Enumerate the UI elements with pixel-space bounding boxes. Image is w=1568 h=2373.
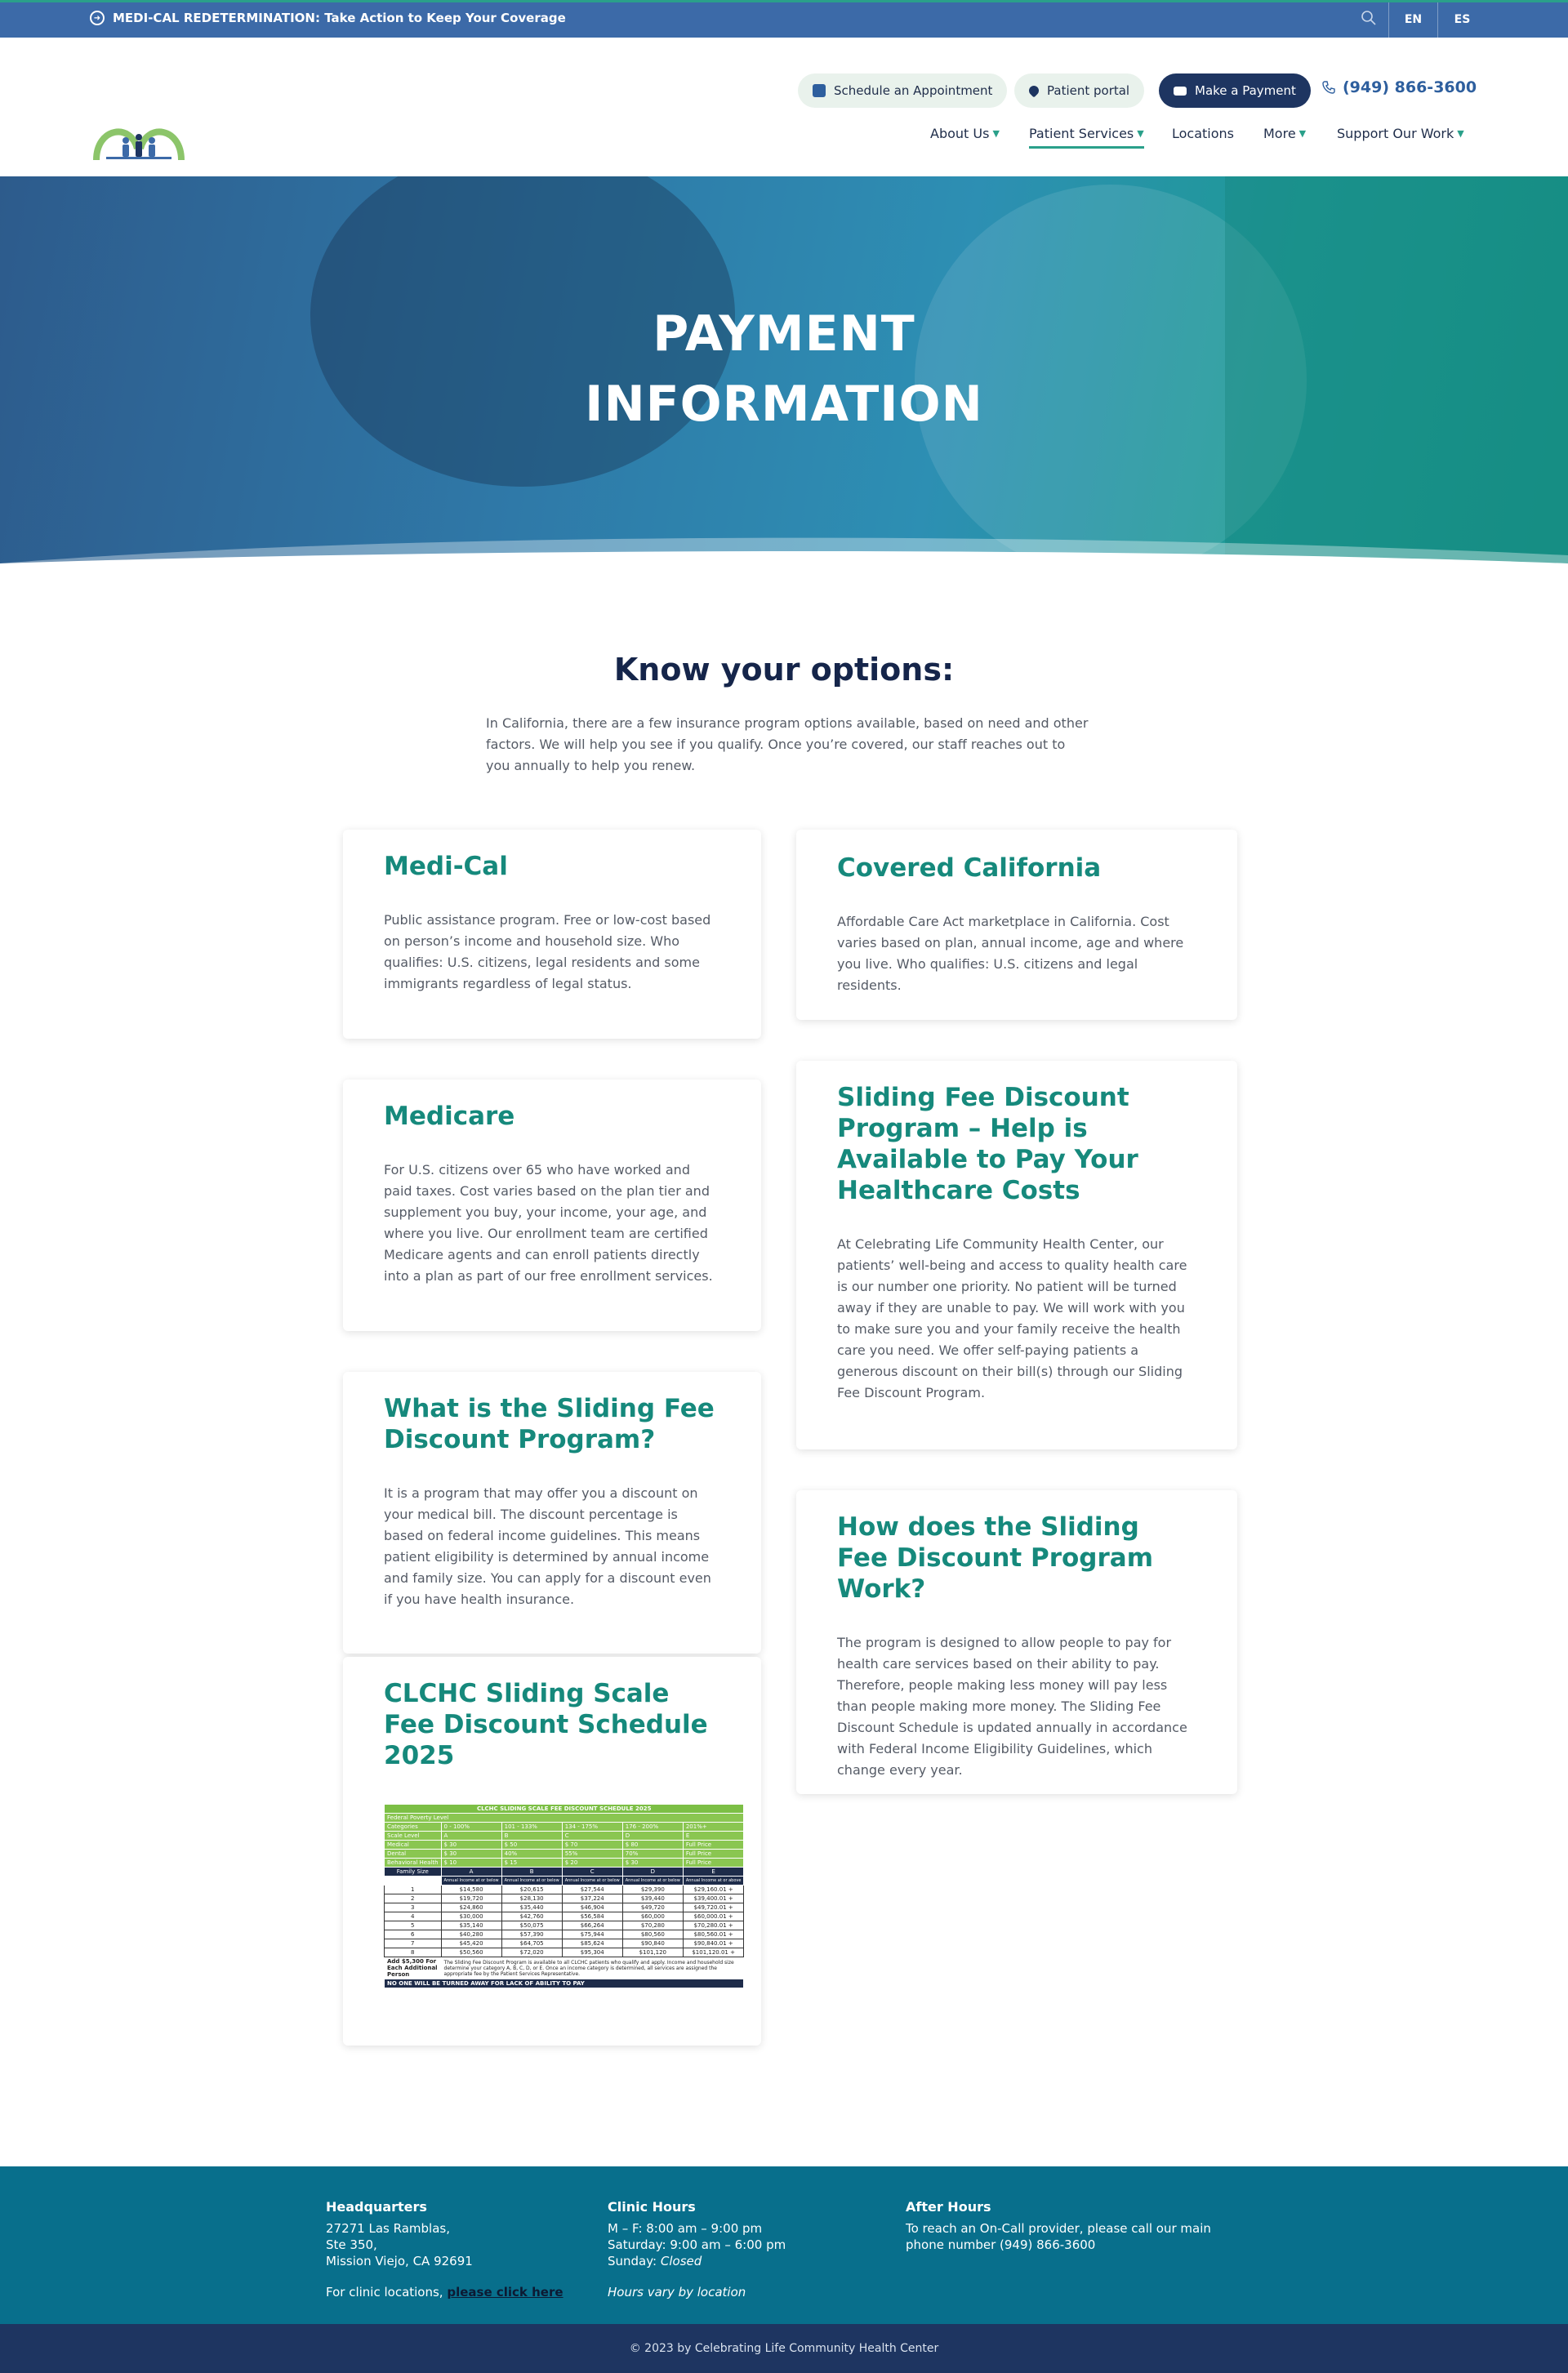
nav-about-label: About Us: [930, 126, 990, 141]
phone-icon: [1321, 80, 1336, 95]
fee-table-cell: $27,544: [562, 1885, 622, 1894]
nav-patient-services[interactable]: [1029, 126, 1144, 149]
fee-table-row: [385, 1948, 744, 1957]
fee-table-cell: $ 80: [622, 1841, 683, 1850]
address-line: Mission Viejo, CA 92691: [326, 2254, 473, 2268]
fee-table-cell: $95,304: [562, 1948, 622, 1957]
fee-table-add-person: Add $5,300 For Each Additional Person: [385, 1957, 442, 1979]
card-medicare: [343, 1080, 761, 1331]
fee-table-header: A: [441, 1868, 501, 1877]
fee-table-cell: $70,280: [622, 1921, 683, 1930]
fee-table-cell: $42,760: [501, 1912, 562, 1921]
fee-table-header: C: [562, 1868, 622, 1877]
patient-portal-button[interactable]: [1014, 73, 1144, 108]
fee-table-cell: $60,000.01 +: [683, 1912, 744, 1921]
make-payment-label: Make a Payment: [1195, 83, 1296, 98]
fee-table-cell: 134 - 175%: [562, 1823, 622, 1832]
fee-table-cell: $50,075: [501, 1921, 562, 1930]
fee-table-cell: $90,840: [622, 1939, 683, 1948]
fee-table-header-blank: [385, 1877, 442, 1885]
fee-table-cell: 1: [385, 1885, 442, 1894]
card-title: How does the Sliding Fee Discount Program Work?: [837, 1512, 1154, 1604]
hours-line: Saturday: 9:00 am – 6:00 pm: [608, 2237, 786, 2252]
card-fee-schedule: [343, 1657, 761, 2046]
card-title: What is the Sliding Fee Discount Program?: [384, 1394, 715, 1454]
fee-table-cell: Full Price: [683, 1859, 744, 1868]
fee-table-cell: $70,280.01 +: [683, 1921, 744, 1930]
fee-table-cell: $28,130: [501, 1894, 562, 1903]
copyright: © 2023 by Celebrating Life Community Health Center: [0, 2324, 1568, 2373]
hours-line: M – F: 8:00 am – 9:00 pm: [608, 2221, 763, 2236]
fee-table-cell: $30,000: [441, 1912, 501, 1921]
chevron-down-icon: ▼: [992, 128, 1000, 139]
card-medi-cal: [343, 830, 761, 1039]
card-sliding-fee-help: [796, 1061, 1237, 1449]
fee-table-footer: NO ONE WILL BE TURNED AWAY FOR LACK OF ABILITY TO PAY: [385, 1979, 744, 1988]
lang-es-button[interactable]: ES: [1437, 2, 1486, 38]
card-how-sliding-fee-works: [796, 1490, 1237, 1794]
card-text: Affordable Care Act marketplace in California. Cost varies based on plan, annual income, age and where you live. Who qualifies: U.S. citizens and legal residents.: [837, 914, 1184, 993]
footer-locations-prefix: For clinic locations,: [326, 2285, 443, 2300]
fee-table-body: [385, 1885, 744, 1957]
hours-sunday-value: Closed: [660, 2254, 702, 2268]
card-title: Medicare: [384, 1102, 515, 1131]
fee-table-cell: $60,000: [622, 1912, 683, 1921]
card-text: The program is designed to allow people to pay for health care services based on their ability to pay. Therefore, people making less money will pay less than people making more money. The Sliding Fee Discount Schedule is updated annually in accordance with Federal Income Eligibility Guidelines, which change every year.: [837, 1635, 1187, 1778]
fee-table-title: CLCHC SLIDING SCALE FEE DISCOUNT SCHEDULE 2025: [385, 1805, 744, 1814]
fee-table-cell: C: [562, 1832, 622, 1841]
heart-icon: [1027, 84, 1041, 98]
fee-table-cell: $ 70: [562, 1841, 622, 1850]
schedule-appointment-label: Schedule an Appointment: [834, 83, 993, 98]
address-line: 27271 Las Ramblas,: [326, 2221, 450, 2236]
arrow-right-icon: ➜: [90, 11, 105, 25]
fee-table-cell: B: [501, 1832, 562, 1841]
fee-table-cell: 0 - 100%: [441, 1823, 501, 1832]
fee-table-row: [385, 1894, 744, 1903]
footer-headquarters: [326, 2199, 564, 2300]
fee-schedule-image[interactable]: [384, 1804, 744, 1988]
card-title: Sliding Fee Discount Program – Help is Available to Pay Your Healthcare Costs: [837, 1083, 1138, 1205]
fee-table-cell: $ 50: [501, 1841, 562, 1850]
nav-support-label: Support Our Work: [1337, 126, 1454, 141]
fee-table-header: Annual Income at or above: [683, 1877, 744, 1885]
fee-table-row: [385, 1912, 744, 1921]
footer-heading: After Hours: [906, 2199, 991, 2215]
hours-line-sunday: [608, 2253, 786, 2269]
fee-table-cell: 101 - 133%: [501, 1823, 562, 1832]
hero-banner: [0, 176, 1568, 563]
fee-table-header: Annual Income at or below: [501, 1877, 562, 1885]
card-text: It is a program that may offer you a discount on your medical bill. The discount percentage is based on federal income guidelines. This means patient eligibility is determined by annual income and family size. You can apply for a discount even if you have health insurance.: [384, 1485, 711, 1607]
fee-table-cell: $29,390: [622, 1885, 683, 1894]
card-title: Medi-Cal: [384, 852, 508, 881]
fee-table-cell: $29,160.01 +: [683, 1885, 744, 1894]
fee-table-cell: $ 15: [501, 1859, 562, 1868]
fee-table-header: D: [622, 1868, 683, 1877]
fee-table-header: Annual Income at or below: [622, 1877, 683, 1885]
chevron-down-icon: ▼: [1298, 128, 1307, 139]
fee-table-cell: 7: [385, 1939, 442, 1948]
fee-table-cell: 5: [385, 1921, 442, 1930]
fee-table-cell: $19,720: [441, 1894, 501, 1903]
fee-table-cell: $101,120: [622, 1948, 683, 1957]
card-title: CLCHC Sliding Scale Fee Discount Schedule 2025: [384, 1679, 708, 1770]
footer-heading: Headquarters: [326, 2199, 427, 2215]
fee-table-row: [385, 1930, 744, 1939]
fee-table-header: Annual Income at or below: [562, 1877, 622, 1885]
fee-table-row: [385, 1903, 744, 1912]
intro-text: In California, there are a few insurance program options available, based on need and other factors. We will help you see if you qualify. Once you’re covered, our staff reaches out to you annually to help you renew.: [486, 715, 1089, 773]
card-text: Public assistance program. Free or low-cost based on person’s income and household size. Who qualifies: U.S. citizens, legal residents and some immigrants regardless of legal status.: [384, 912, 711, 991]
announcement-link[interactable]: [90, 11, 566, 25]
fee-table-cell: $57,390: [501, 1930, 562, 1939]
fee-table-cell: $45,420: [441, 1939, 501, 1948]
card-text: At Celebrating Life Community Health Center, our patients’ well-being and access to quality health care is our number one priority. No patient will be turned away if they are unable to pay. We will work with you to make sure you and your family receive the health care you need. We offer self-paying patients a generous discount on their bill(s) through our Sliding Fee Discount Program.: [837, 1236, 1187, 1400]
card-what-is-sliding-fee: [343, 1372, 761, 1654]
fee-table-cell: 6: [385, 1930, 442, 1939]
fee-table-cell: $ 20: [562, 1859, 622, 1868]
fee-table-fpl-label: Federal Poverty Level: [385, 1814, 744, 1823]
fee-table-cell: $75,944: [562, 1930, 622, 1939]
nav-locations-label: Locations: [1172, 126, 1235, 141]
nav-about-us[interactable]: [930, 126, 1000, 141]
fee-table-cell: $72,020: [501, 1948, 562, 1957]
clinic-locations-link[interactable]: please click here: [447, 2285, 564, 2300]
fee-table-header: Annual Income at or below: [441, 1877, 501, 1885]
fee-table-note: The Sliding Fee Discount Program is available to all CLCHC patients who qualify and apply. Income and household size determine your category A, B, C, D, or E. Once an income category is determined, all services are assigned the appropriate fee by the Patient Services Representative.: [441, 1957, 744, 1979]
fee-table-row-label: Scale Level: [385, 1832, 442, 1841]
fee-table-header: Family Size: [385, 1868, 442, 1877]
logo[interactable]: [90, 119, 188, 165]
fee-table-header: E: [683, 1868, 744, 1877]
nav-support-our-work[interactable]: [1337, 126, 1464, 141]
hours-sunday-label: Sunday:: [608, 2254, 657, 2268]
fee-table-cell: $56,584: [562, 1912, 622, 1921]
card-title: Covered California: [837, 853, 1102, 883]
fee-table-cell: $ 10: [441, 1859, 501, 1868]
patient-portal-label: Patient portal: [1047, 83, 1130, 98]
fee-table-header: B: [501, 1868, 562, 1877]
fee-table-cell: $20,615: [501, 1885, 562, 1894]
after-hours-text: To reach an On-Call provider, please call our main phone number (949) 866-3600: [906, 2221, 1211, 2252]
site-footer: [0, 2166, 1568, 2324]
fee-table-cell: $49,720.01 +: [683, 1903, 744, 1912]
footer-heading: Clinic Hours: [608, 2199, 696, 2215]
fee-table-cell: $50,560: [441, 1948, 501, 1957]
announcement-bar: [0, 0, 1568, 38]
fee-table-cell: D: [622, 1832, 683, 1841]
page-title: [0, 299, 1568, 439]
fee-table-cell: 4: [385, 1912, 442, 1921]
fee-table-cell: 176 - 200%: [622, 1823, 683, 1832]
fee-table-cell: $46,904: [562, 1903, 622, 1912]
schedule-appointment-button[interactable]: [798, 73, 1007, 108]
fee-table-cell: 40%: [501, 1850, 562, 1859]
site-header: [0, 38, 1568, 176]
footer-clinic-hours: [608, 2199, 786, 2300]
fee-table-cell: $49,720: [622, 1903, 683, 1912]
nav-more-label: More: [1263, 126, 1296, 141]
lang-en-button[interactable]: EN: [1388, 2, 1437, 38]
fee-table-cell: $39,400.01 +: [683, 1894, 744, 1903]
fee-table-cell: $66,264: [562, 1921, 622, 1930]
fee-table-cell: $35,440: [501, 1903, 562, 1912]
fee-table-row-label: Behavioral Health: [385, 1859, 442, 1868]
fee-table-cell: $64,705: [501, 1939, 562, 1948]
page-title-line1: PAYMENT: [653, 305, 915, 363]
chevron-down-icon: ▼: [1457, 128, 1464, 139]
fee-table-cell: $85,624: [562, 1939, 622, 1948]
credit-card-icon: [1174, 87, 1187, 96]
fee-table-cell: $80,560: [622, 1930, 683, 1939]
fee-table-row-label: Categories: [385, 1823, 442, 1832]
fee-table-cell: 201%+: [683, 1823, 744, 1832]
fee-table-cell: 3: [385, 1903, 442, 1912]
fee-table-cell: $24,860: [441, 1903, 501, 1912]
address-line: Ste 350,: [326, 2237, 377, 2252]
nav-more[interactable]: [1263, 126, 1306, 141]
fee-table-cell: 8: [385, 1948, 442, 1957]
hero-wave-divider: [0, 531, 1568, 563]
fee-table-cell: $80,560.01 +: [683, 1930, 744, 1939]
fee-table-cell: $35,140: [441, 1921, 501, 1930]
fee-table-cell: Full Price: [683, 1850, 744, 1859]
chevron-down-icon: ▼: [1137, 128, 1144, 139]
fee-table-cell: 70%: [622, 1850, 683, 1859]
fee-table-row-label: Dental: [385, 1850, 442, 1859]
fee-table-cell: $101,120.01 +: [683, 1948, 744, 1957]
fee-table-cell: $40,280: [441, 1930, 501, 1939]
fee-table-cell: A: [441, 1832, 501, 1841]
fee-table-row-label: Medical: [385, 1841, 442, 1850]
nav-locations[interactable]: [1172, 126, 1234, 141]
footer-after-hours: [906, 2199, 1249, 2253]
fee-table-cell: 2: [385, 1894, 442, 1903]
fee-table-row: [385, 1921, 744, 1930]
card-text: For U.S. citizens over 65 who have worked and paid taxes. Cost varies based on the plan tier and supplement you buy, your income, your age, and where you live. Our enrollment team are certified Medicare agents and can enroll patients directly into a plan as part of our free enrollment services.: [384, 1162, 713, 1284]
fee-table-cell: $ 30: [622, 1859, 683, 1868]
fee-table-row: [385, 1939, 744, 1948]
phone-number: (949) 866-3600: [1343, 78, 1477, 96]
card-covered-california: [796, 830, 1237, 1020]
page-title-line2: INFORMATION: [585, 376, 983, 433]
calendar-icon: [813, 84, 826, 97]
section-title: Know your options:: [613, 652, 955, 688]
fee-table-cell: 55%: [562, 1850, 622, 1859]
make-payment-button[interactable]: [1159, 73, 1311, 108]
fee-table-cell: $39,440: [622, 1894, 683, 1903]
fee-table-cell: $90,840.01 +: [683, 1939, 744, 1948]
search-icon[interactable]: [1361, 10, 1377, 26]
hours-note: Hours vary by location: [608, 2285, 746, 2300]
fee-table-cell: $37,224: [562, 1894, 622, 1903]
fee-table-cell: E: [683, 1832, 744, 1841]
fee-table-cell: Full Price: [683, 1841, 744, 1850]
fee-table-row: [385, 1885, 744, 1894]
fee-table-cell: $ 30: [441, 1850, 501, 1859]
fee-table-cell: $ 30: [441, 1841, 501, 1850]
fee-table-cell: $14,580: [441, 1885, 501, 1894]
announcement-text: MEDI-CAL REDETERMINATION: Take Action to Keep Your Coverage: [113, 11, 566, 25]
phone-link[interactable]: [1321, 78, 1477, 96]
nav-patient-services-label: Patient Services: [1029, 126, 1134, 141]
footer-locations-text: [326, 2284, 564, 2300]
